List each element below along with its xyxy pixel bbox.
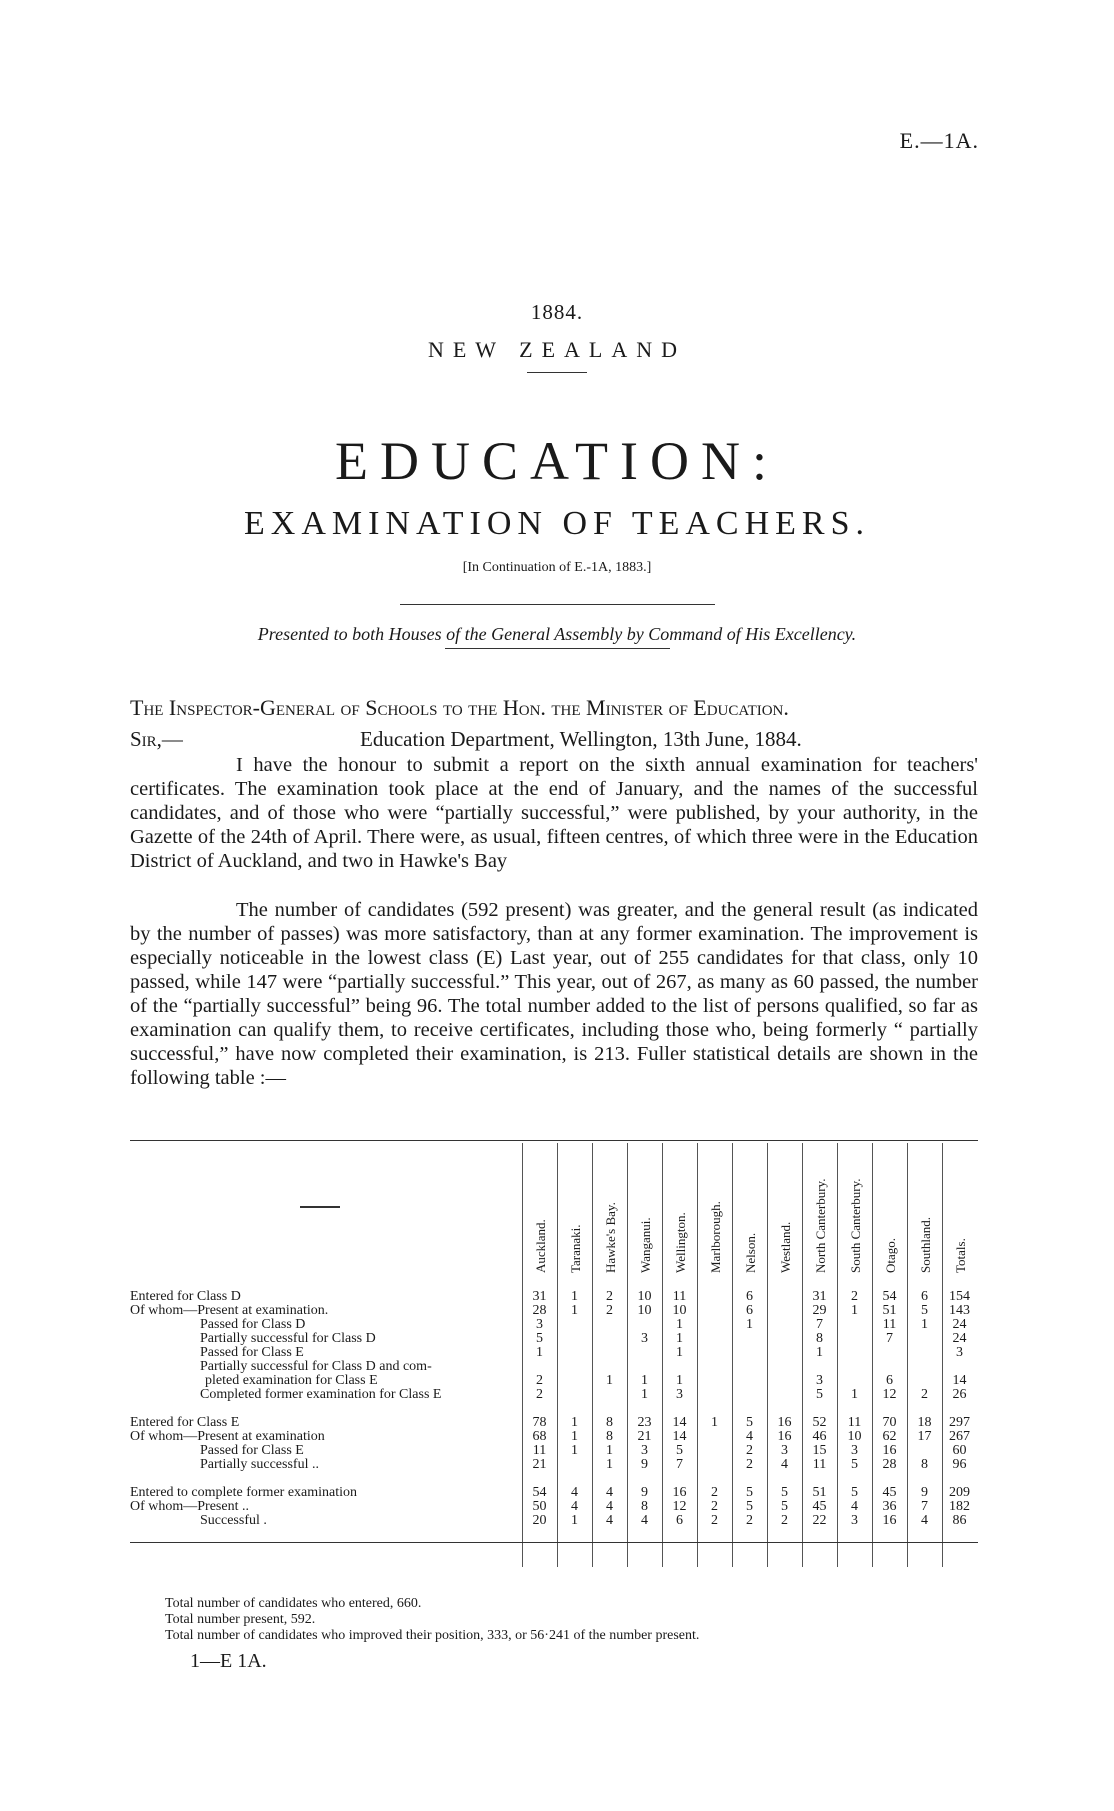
column-header: South Canterbury.: [848, 1178, 863, 1273]
table-cell: 3: [641, 1331, 648, 1346]
table-cell: 267: [949, 1429, 970, 1444]
row-label: Partially successful for Class D and com-: [200, 1359, 432, 1374]
row-label: Of whom—Present at examination.: [130, 1303, 329, 1318]
table-cell: 7: [921, 1499, 928, 1514]
table-cell: 8: [816, 1331, 823, 1346]
table-cell: 4: [781, 1457, 788, 1472]
table-cell: 5: [746, 1485, 753, 1500]
table-cell: 1: [676, 1373, 683, 1388]
table-cell: 1: [711, 1415, 718, 1430]
column-header: Auckland.: [533, 1219, 548, 1273]
column-header: Westland.: [778, 1221, 793, 1273]
table-cell: 5: [816, 1387, 823, 1402]
table-cell: 3: [536, 1317, 543, 1332]
column-header: Otago.: [883, 1237, 898, 1273]
table-cell: 1: [816, 1345, 823, 1360]
column-header: Taranaki.: [568, 1224, 583, 1273]
table-cell: 11: [882, 1317, 897, 1332]
table-cell: 1: [676, 1331, 683, 1346]
table-cell: 10: [847, 1429, 862, 1444]
table-cell: 5: [536, 1331, 543, 1346]
page-title: EDUCATION:: [335, 431, 779, 491]
table-cell: 6: [921, 1289, 928, 1304]
table-cell: 2: [536, 1373, 543, 1388]
table-cell: 16: [777, 1415, 792, 1430]
table-cell: 4: [851, 1499, 858, 1514]
table-cell: 2: [746, 1443, 753, 1458]
table-cell: 154: [949, 1289, 970, 1304]
table-cell: 11: [847, 1415, 862, 1430]
table-cell: 2: [746, 1513, 753, 1528]
table-cell: 18: [917, 1415, 932, 1430]
document-reference: E.—1A.: [899, 128, 979, 153]
table-cell: 1: [676, 1317, 683, 1332]
table-header-dash: [300, 1206, 340, 1208]
table-cell: 9: [921, 1485, 928, 1500]
table-cell: 3: [816, 1373, 823, 1388]
page-subtitle: EXAMINATION OF TEACHERS.: [244, 505, 870, 542]
column-header: Nelson.: [743, 1232, 758, 1273]
table-cell: 2: [851, 1289, 858, 1304]
table-cell: 5: [676, 1443, 683, 1458]
table-cell: 14: [672, 1429, 687, 1444]
footnote-entered: Total number of candidates who entered, 660.: [165, 1596, 422, 1611]
table-cell: 5: [746, 1415, 753, 1430]
table-cell: 50: [532, 1499, 547, 1514]
row-label: Of whom—Present at examination: [130, 1429, 325, 1444]
table-cell: 10: [672, 1303, 687, 1318]
table-cell: 68: [532, 1429, 547, 1444]
table-cell: 1: [571, 1443, 578, 1458]
table-cell: 3: [851, 1443, 858, 1458]
table-cell: 46: [812, 1429, 827, 1444]
table-cell: 4: [921, 1513, 928, 1528]
table-cell: 96: [952, 1457, 967, 1472]
row-label: pleted examination for Class E: [205, 1373, 378, 1388]
table-cell: 36: [882, 1499, 897, 1514]
continuation-note: [In Continuation of E.-1A, 1883.]: [462, 560, 652, 575]
table-cell: 1: [571, 1513, 578, 1528]
column-header: Southland.: [918, 1217, 933, 1273]
table-cell: 2: [921, 1387, 928, 1402]
table-cell: 5: [746, 1499, 753, 1514]
row-label: Completed former examination for Class E: [200, 1387, 442, 1402]
table-cell: 9: [641, 1485, 648, 1500]
letter-salutation: Sir,—: [130, 727, 183, 751]
row-label: Entered to complete former examination: [130, 1485, 358, 1500]
table-cell: 24: [952, 1331, 967, 1346]
table-cell: 16: [672, 1485, 687, 1500]
table-cell: 11: [532, 1443, 547, 1458]
table-cell: 6: [746, 1289, 753, 1304]
table-cell: 5: [781, 1499, 788, 1514]
table-cell: 2: [536, 1387, 543, 1402]
table-cell: 29: [812, 1303, 827, 1318]
table-cell: 52: [812, 1415, 827, 1430]
divider: [400, 604, 715, 605]
table-cell: 86: [952, 1513, 967, 1528]
table-cell: 6: [746, 1303, 753, 1318]
table-cell: 54: [532, 1485, 547, 1500]
table-cell: 62: [882, 1429, 897, 1444]
table-cell: 12: [672, 1499, 687, 1514]
table-cell: 5: [921, 1303, 928, 1318]
table-cell: 1: [641, 1373, 648, 1388]
letter-dateline: Education Department, Wellington, 13th June, 1884.: [360, 727, 802, 751]
table-cell: 24: [952, 1317, 967, 1332]
table-cell: 5: [851, 1457, 858, 1472]
table-cell: 8: [641, 1499, 648, 1514]
table-cell: 31: [812, 1289, 827, 1304]
table-cell: 2: [781, 1513, 788, 1528]
table-cell: 1: [921, 1317, 928, 1332]
table-cell: 11: [812, 1457, 827, 1472]
table-cell: 10: [637, 1303, 652, 1318]
table-cell: 5: [781, 1485, 788, 1500]
table-cell: 1: [571, 1289, 578, 1304]
footnote-improved: Total number of candidates who improved their position, 333, or 56·241 of the number present.: [165, 1628, 700, 1643]
row-label: Successful .: [200, 1513, 267, 1528]
table-cell: 7: [816, 1317, 823, 1332]
table-cell: 3: [851, 1513, 858, 1528]
table-cell: 1: [571, 1415, 578, 1430]
column-header: Marlborough.: [708, 1201, 723, 1273]
table-cell: 7: [676, 1457, 683, 1472]
table-cell: 1: [571, 1429, 578, 1444]
table-cell: 60: [952, 1443, 967, 1458]
table-cell: 28: [532, 1303, 547, 1318]
row-label: Partially successful for Class D: [200, 1331, 376, 1346]
letter-paragraph-2: The number of candidates (592 present) was greater, and the general result (as indicated by the number of passes) was more satisfactory, than at any former examination. The improvement is especially noticeable in the lowest class (E) Last year, out of 255 candidates for that class, only 10 passed, while 147 were “partially successful.” This year, out of 267, as many as 60 passed, the number of the “partially successful” being 96. The total number added to the list of persons qualified, so far as examination can qualify them, to receive certificates, including those who, being formerly “ partially successful,” have now completed their examination, is 213. Fuller statistical details are shown in the following table :—: [130, 899, 978, 1089]
table-cell: 1: [571, 1303, 578, 1318]
table-cell: 4: [746, 1429, 753, 1444]
table-cell: 26: [952, 1387, 967, 1402]
table-cell: 5: [851, 1485, 858, 1500]
table-top-rule: [130, 1140, 978, 1141]
column-header: Totals.: [953, 1238, 968, 1273]
table-cell: 2: [711, 1513, 718, 1528]
table-cell: 16: [882, 1513, 897, 1528]
row-label: Passed for Class E: [200, 1345, 304, 1360]
table-cell: 4: [606, 1485, 613, 1500]
row-label: Of whom—Present ..: [130, 1499, 249, 1514]
table-cell: 8: [606, 1415, 613, 1430]
table-cell: 31: [532, 1289, 547, 1304]
table-cell: 1: [746, 1317, 753, 1332]
row-label: Entered for Class D: [130, 1289, 241, 1304]
table-cell: 3: [781, 1443, 788, 1458]
table-cell: 1: [851, 1387, 858, 1402]
table-cell: 78: [532, 1415, 547, 1430]
column-header: Hawke's Bay.: [603, 1202, 618, 1273]
table-cell: 70: [882, 1415, 897, 1430]
table-cell: 4: [606, 1513, 613, 1528]
table-cell: 21: [532, 1457, 547, 1472]
table-cell: 2: [606, 1303, 613, 1318]
table-cell: 4: [606, 1499, 613, 1514]
table-cell: 1: [641, 1387, 648, 1402]
row-label: Passed for Class D: [200, 1317, 306, 1332]
table-cell: 6: [676, 1513, 683, 1528]
table-cell: 1: [606, 1373, 613, 1388]
column-header: Wellington.: [673, 1212, 688, 1273]
table-cell: 1: [606, 1457, 613, 1472]
table-cell: 8: [921, 1457, 928, 1472]
table-cell: 2: [711, 1499, 718, 1514]
page-signature: 1—E 1A.: [190, 1650, 267, 1672]
table-cell: 54: [882, 1289, 897, 1304]
table-cell: 2: [606, 1289, 613, 1304]
table-cell: 209: [949, 1485, 970, 1500]
table-cell: 14: [952, 1373, 967, 1388]
table-cell: 3: [956, 1345, 963, 1360]
table-cell: 4: [571, 1499, 578, 1514]
table-cell: 1: [851, 1303, 858, 1318]
table-cell: 23: [637, 1415, 652, 1430]
divider: [445, 648, 670, 649]
table-cell: 143: [949, 1303, 970, 1318]
table-cell: 1: [606, 1443, 613, 1458]
table-cell: 10: [637, 1289, 652, 1304]
table-cell: 182: [949, 1499, 970, 1514]
table-cell: 6: [886, 1373, 893, 1388]
table-cell: 22: [812, 1513, 827, 1528]
table-cell: 4: [641, 1513, 648, 1528]
table-cell: 1: [676, 1345, 683, 1360]
table-cell: 28: [882, 1457, 897, 1472]
table-cell: 7: [886, 1331, 893, 1346]
column-header: North Canterbury.: [813, 1178, 828, 1273]
table-cell: 45: [812, 1499, 827, 1514]
letter-paragraph-1: I have the honour to submit a report on the sixth annual examination for teachers' certificates. The examination took place at the end of January, and the names of the successful candidates, and of those who were “partially successful,” were published, by your authority, in the Gazette of the 24th of April. There were, as usual, fifteen centres, of which three were in the Education District of Auckland, and two in Hawke's Bay: [130, 754, 978, 872]
table-cell: 12: [882, 1387, 897, 1402]
row-label: Entered for Class E: [130, 1415, 240, 1430]
row-label: Passed for Class E: [200, 1443, 304, 1458]
row-label: Partially successful ..: [200, 1457, 319, 1472]
footnote-present: Total number present, 592.: [165, 1612, 316, 1627]
table-cell: 297: [949, 1415, 970, 1430]
table-cell: 4: [571, 1485, 578, 1500]
table-cell: 3: [641, 1443, 648, 1458]
table-cell: 21: [637, 1429, 652, 1444]
table-cell: 45: [882, 1485, 897, 1500]
table-cell: 1: [536, 1345, 543, 1360]
document-year: 1884.: [530, 300, 584, 324]
divider: [527, 372, 587, 373]
table-cell: 11: [672, 1289, 687, 1304]
table-cell: 51: [882, 1303, 897, 1318]
table-cell: 8: [606, 1429, 613, 1444]
table-cell: 51: [812, 1485, 827, 1500]
table-bottom-rule: [130, 1542, 978, 1543]
presented-note: Presented to both Houses of the General Assembly by Command of His Excellency.: [257, 624, 857, 644]
letter-address: The Inspector-General of Schools to the Hon. the Minister of Education.: [130, 695, 789, 720]
country-heading: NEW ZEALAND: [427, 337, 687, 362]
table-cell: 3: [676, 1387, 683, 1402]
table-cell: 2: [746, 1457, 753, 1472]
table-cell: 15: [812, 1443, 827, 1458]
table-cell: 16: [777, 1429, 792, 1444]
table-cell: 16: [882, 1443, 897, 1458]
table-cell: 9: [641, 1457, 648, 1472]
column-header: Wanganui.: [638, 1217, 653, 1273]
table-cell: 14: [672, 1415, 687, 1430]
table-cell: 2: [711, 1485, 718, 1500]
table-cell: 20: [532, 1513, 547, 1528]
table-cell: 17: [917, 1429, 932, 1444]
